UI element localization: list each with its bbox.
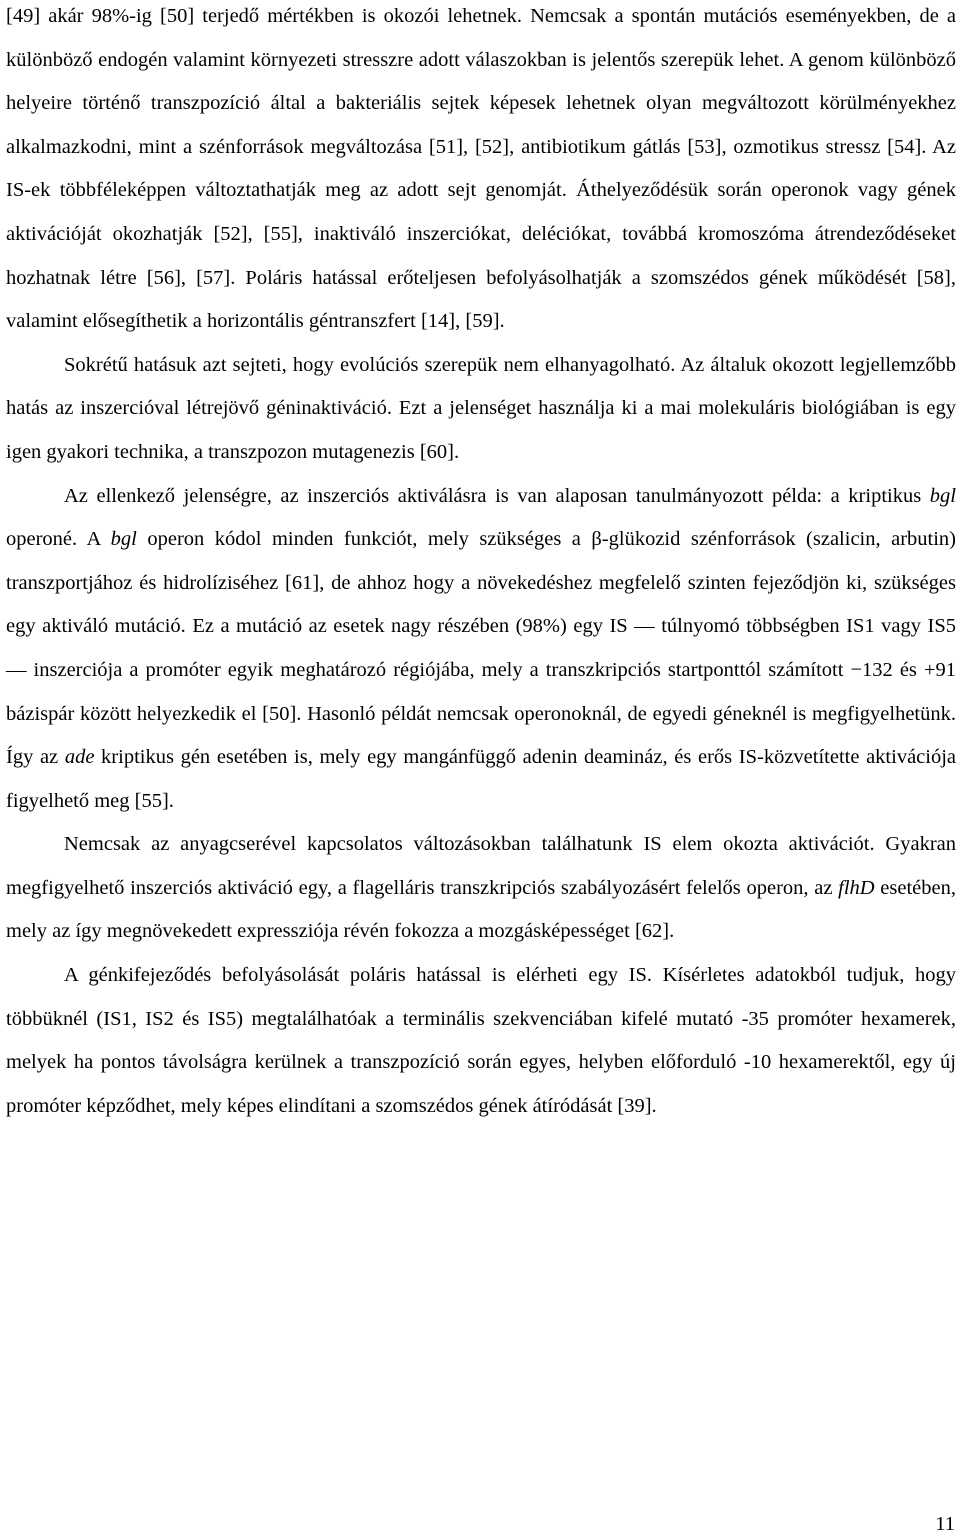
gene-name-bgl: bgl [929,484,956,507]
gene-name-flhd: flhD [838,876,875,899]
paragraph-4-text-part-1: Nemcsak az anyagcserével kapcsolatos változásokban találhatunk IS elem okozta aktivációt. Gyakran megfigyelhető inszerciós aktiváció egy, a flagelláris transzkripciós szabályozásért felelős operon, az [6,833,956,899]
paragraph-2-text: Sokrétű hatásuk azt sejteti, hogy evolúciós szerepük nem elhanyagolható. Az általuk okozott legjellemzőbb hatás az inszercióval létrejövő géninaktiváció. Ezt a jelenséget használja ki a mai molekuláris biológiában is egy igen gyakori technika, a transzpozon mutagenezis [60]. [6,353,956,463]
paragraph-4 [6,823,956,954]
paragraph-5-text: A génkifejeződés befolyásolását poláris hatással is elérheti egy IS. Kísérletes adatokból tudjuk, hogy többüknél (IS1, IS2 és IS5) megtalálhatóak a terminális szekvenciában kifelé mutató -35 promóter hexamerek, melyek ha pontos távolságra kerülnek a transzpozíció során egyes, helyben előforduló -10 hexamerektől, egy új promóter képződhet, mely képes elindítani a szomszédos gének átíródását [39]. [6,964,956,1117]
paragraph-4-text-part-2: esetében, mely az így megnövekedett expressziója révén fokozza a mozgásképességet [62]. [6,876,956,943]
gene-name-bgl: bgl [110,528,137,551]
paragraph-3-text-part-2: operoné. A [6,528,111,551]
paragraph-1-text: [49] akár 98%-ig [50] terjedő mértékben is okozói lehetnek. Nemcsak a spontán mutációs eseményekben, de a különböző endogén valamint környezeti stresszre adott válaszokban is jelentős szerepük lehet. A genom különböző helyeire történő transzpozíció által a bakteriális sejtek képesek lehetnek olyan megváltozott körülményekhez alkalmazkodni, mint a szénforrások megváltozása [51], [52], antibiotikum gátlás [53], ozmotikus stressz [54]. Az IS-ek többféleképpen változtathatják meg az adott sejt genomját. Áthelyeződésük során operonok vagy gének aktivációját okozhatják [52], [55], inaktiváló inszerciókat, deléciókat, továbbá kromoszóma átrendeződéseket hozhatnak létre [56], [57]. Poláris hatással erőteljesen befolyásolhatják a szomszédos gének működését [58], valamint elősegíthetik a horizontális géntranszfert [14], [59]. [6,5,956,333]
page-number: 11 [935,1513,955,1535]
paragraph-3-text-part-1: Az ellenkező jelenségre, az inszerciós aktiválásra is van alaposan tanulmányozott példa: a kriptikus [64,484,930,507]
paragraph-2 [6,344,956,475]
paragraph-1 [6,0,956,344]
paragraph-3 [6,475,956,824]
paragraph-3-text-part-3: operon kódol minden funkciót, mely szükséges a β-glükozid szénforrások (szalicin, arbutin) transzportjához és hidrolíziséhez [61], de ahhoz hogy a növekedéshez megfelelő szinten fejeződjön ki, szükséges egy aktiváló mutáció. Ez a mutáció az esetek nagy részében (98%) egy IS — túlnyomó többségben IS1 vagy IS5 — inszerciója a promóter egyik meghatározó régiójába, mely a transzkripciós startponttól számított −132 és +91 bázispár között helyezkedik el [50]. Hasonló példát nemcsak operonoknál, de egyedi géneknél is megfigyelhetünk. Így az [6,528,956,769]
document-page [6,0,956,1128]
paragraph-3-text-part-4: kriptikus gén esetében is, mely egy mangánfüggő adenin deamináz, és erős IS-közvetítette aktivációja figyelhető meg [55]. [6,746,957,812]
paragraph-5 [6,954,956,1128]
gene-name-ade: ade [64,746,95,769]
